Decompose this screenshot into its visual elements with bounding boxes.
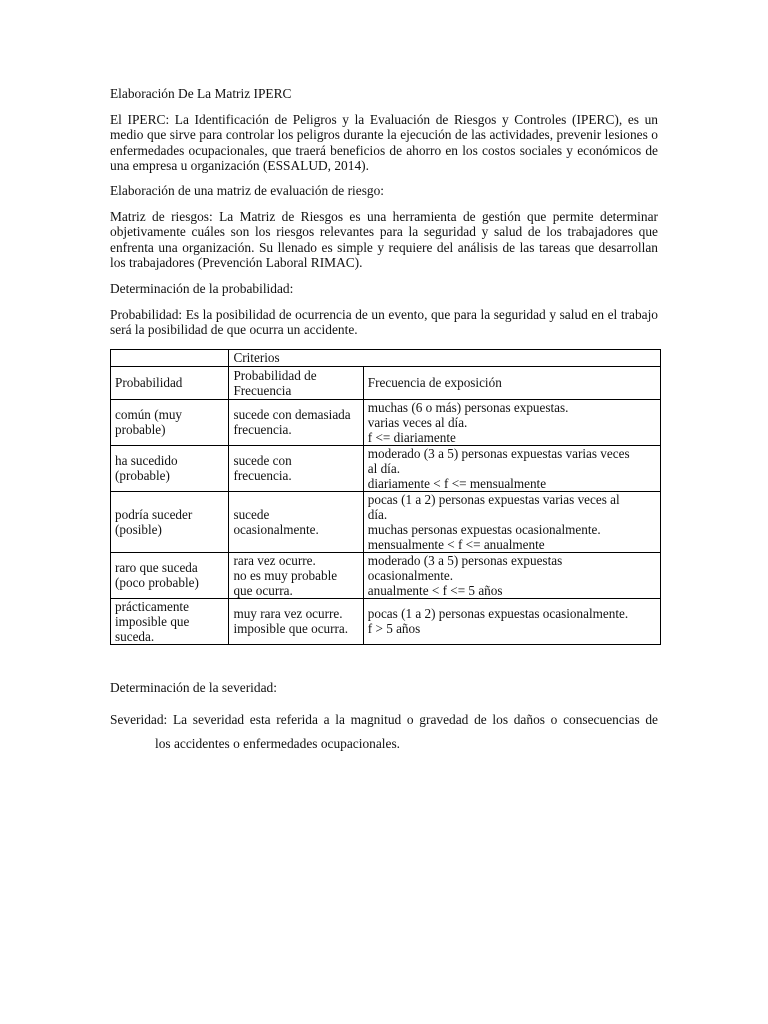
frecuencia-cell-line: frecuencia. [233,468,292,484]
document-title: Elaboración De La Matriz IPERC [110,86,292,101]
table-body [111,399,661,644]
section-heading-elaboracion: Elaboración de una matriz de evaluación de riesgo: [110,182,385,198]
exposicion-cell-line: moderado (3 a 5) personas expuestas [367,552,563,568]
exposicion-cell [363,399,660,445]
exposicion-cell-line: pocas (1 a 2) personas expuestas varias veces al [367,491,620,507]
document-page [110,86,658,756]
exposicion-cell-line: moderado (3 a 5) personas expuestas varias veces [367,445,630,461]
probabilidad-cell-line: (posible) [115,521,162,537]
table-header-row-columns [111,366,661,399]
exposicion-cell-line: ocasionalmente. [367,567,454,583]
exposicion-cell-line: f <= diariamente [367,429,456,445]
exposicion-cell-line: diariamente < f <= mensualmente [367,475,547,491]
section-heading-severidad: Determinación de la severidad: [110,679,277,695]
probabilidad-cell-line: (probable) [115,468,170,484]
header-probabilidad: Probabilidad [111,366,229,399]
table-row [111,552,661,598]
severidad-paragraph [110,708,658,756]
probabilidad-cell-line: prácticamente [115,598,189,614]
exposicion-cell-line: pocas (1 a 2) personas expuestas ocasionalmente. [367,606,629,622]
probabilidad-cell-line: ha sucedido [115,453,178,469]
header-frecuencia-line: Probabilidad de [233,367,317,383]
frecuencia-cell [229,552,363,598]
frecuencia-cell-line: ocasionalmente. [233,521,319,537]
frecuencia-cell-line: sucede con [233,453,292,469]
exposicion-cell-line: al día. [367,460,400,476]
exposicion-cell [363,552,660,598]
exposicion-cell-line: mensualmente < f <= anualmente [367,536,545,552]
table-header-row-criterios [111,349,661,366]
probabilidad-cell [111,399,229,445]
frecuencia-cell [229,491,363,552]
header-empty-cell [111,349,229,366]
probabilidad-cell-line: probable) [115,422,166,438]
matriz-paragraph: Matriz de riesgos: La Matriz de Riesgos es una herramienta de gestión que permite determinar objetivamente cuáles son los riesgos relevantes para la seguridad y salud de los trabajadores que enfrenta una organización. Su llenado es simple y requiere del análisis de las tareas que desarrollan los trabajadores (Prevención Laboral RIMAC). [110,208,658,271]
exposicion-cell-line: f > 5 años [367,621,421,637]
exposicion-cell [363,598,660,644]
exposicion-cell [363,445,660,491]
header-frecuencia-exposicion: Frecuencia de exposición [363,366,660,399]
probabilidad-cell-line: común (muy [115,407,183,423]
frecuencia-cell-line: sucede con demasiada [233,407,351,423]
probability-criteria-table [110,349,661,645]
header-criterios: Criterios [229,349,661,366]
table-row [111,445,661,491]
probabilidad-cell-line: (poco probable) [115,575,199,591]
frecuencia-cell-line: muy rara vez ocurre. [233,606,343,622]
table-row [111,491,661,552]
probabilidad-cell [111,491,229,552]
probabilidad-cell-line: suceda. [115,628,155,644]
header-probabilidad-frecuencia [229,366,363,399]
frecuencia-cell-line: sucede [233,506,270,522]
probabilidad-cell [111,552,229,598]
intro-paragraph: El IPERC: La Identificación de Peligros y la Evaluación de Riesgos y Controles (IPERC), es un medio que sirve para controlar los peligros durante la ejecución de las actividades, prevenir lesiones o enfermedades ocupacionales, que traerá beneficios de ahorro en los costos sociales y económicos de una empresa u organización (ESSALUD, 2014). [110,111,658,174]
section-heading-probabilidad: Determinación de la probabilidad: [110,280,294,296]
frecuencia-cell-line: frecuencia. [233,422,292,438]
frecuencia-cell [229,445,363,491]
table-row [111,399,661,445]
frecuencia-cell-line: imposible que ocurra. [233,621,349,637]
exposicion-cell [363,491,660,552]
table-row [111,598,661,644]
probabilidad-cell [111,598,229,644]
frecuencia-cell [229,399,363,445]
probabilidad-cell-line: raro que suceda [115,560,198,576]
probabilidad-paragraph: Probabilidad: Es la posibilidad de ocurrencia de un evento, que para la seguridad y salud en el trabajo será la posibilidad de que ocurra un accidente. [110,306,658,338]
frecuencia-cell-line: que ocurra. [233,582,293,598]
header-frecuencia-line: Frecuencia [233,382,292,398]
exposicion-cell-line: día. [367,506,388,522]
frecuencia-cell-line: rara vez ocurre. [233,552,316,568]
exposicion-cell-line: varias veces al día. [367,414,468,430]
severidad-line: los accidentes o enfermedades ocupacionales. [155,736,401,752]
exposicion-cell-line: muchas personas expuestas ocasionalmente. [367,521,601,537]
exposicion-cell-line: muchas (6 o más) personas expuestas. [367,399,569,415]
probabilidad-cell-line: podría suceder [115,506,193,522]
probabilidad-cell [111,445,229,491]
probabilidad-cell-line: imposible que [115,613,190,629]
exposicion-cell-line: anualmente < f <= 5 años [367,582,503,598]
frecuencia-cell-line: no es muy probable [233,567,338,583]
severidad-line: Severidad: La severidad esta referida a la magnitud o gravedad de los daños o consecuencias de [110,712,658,728]
frecuencia-cell [229,598,363,644]
